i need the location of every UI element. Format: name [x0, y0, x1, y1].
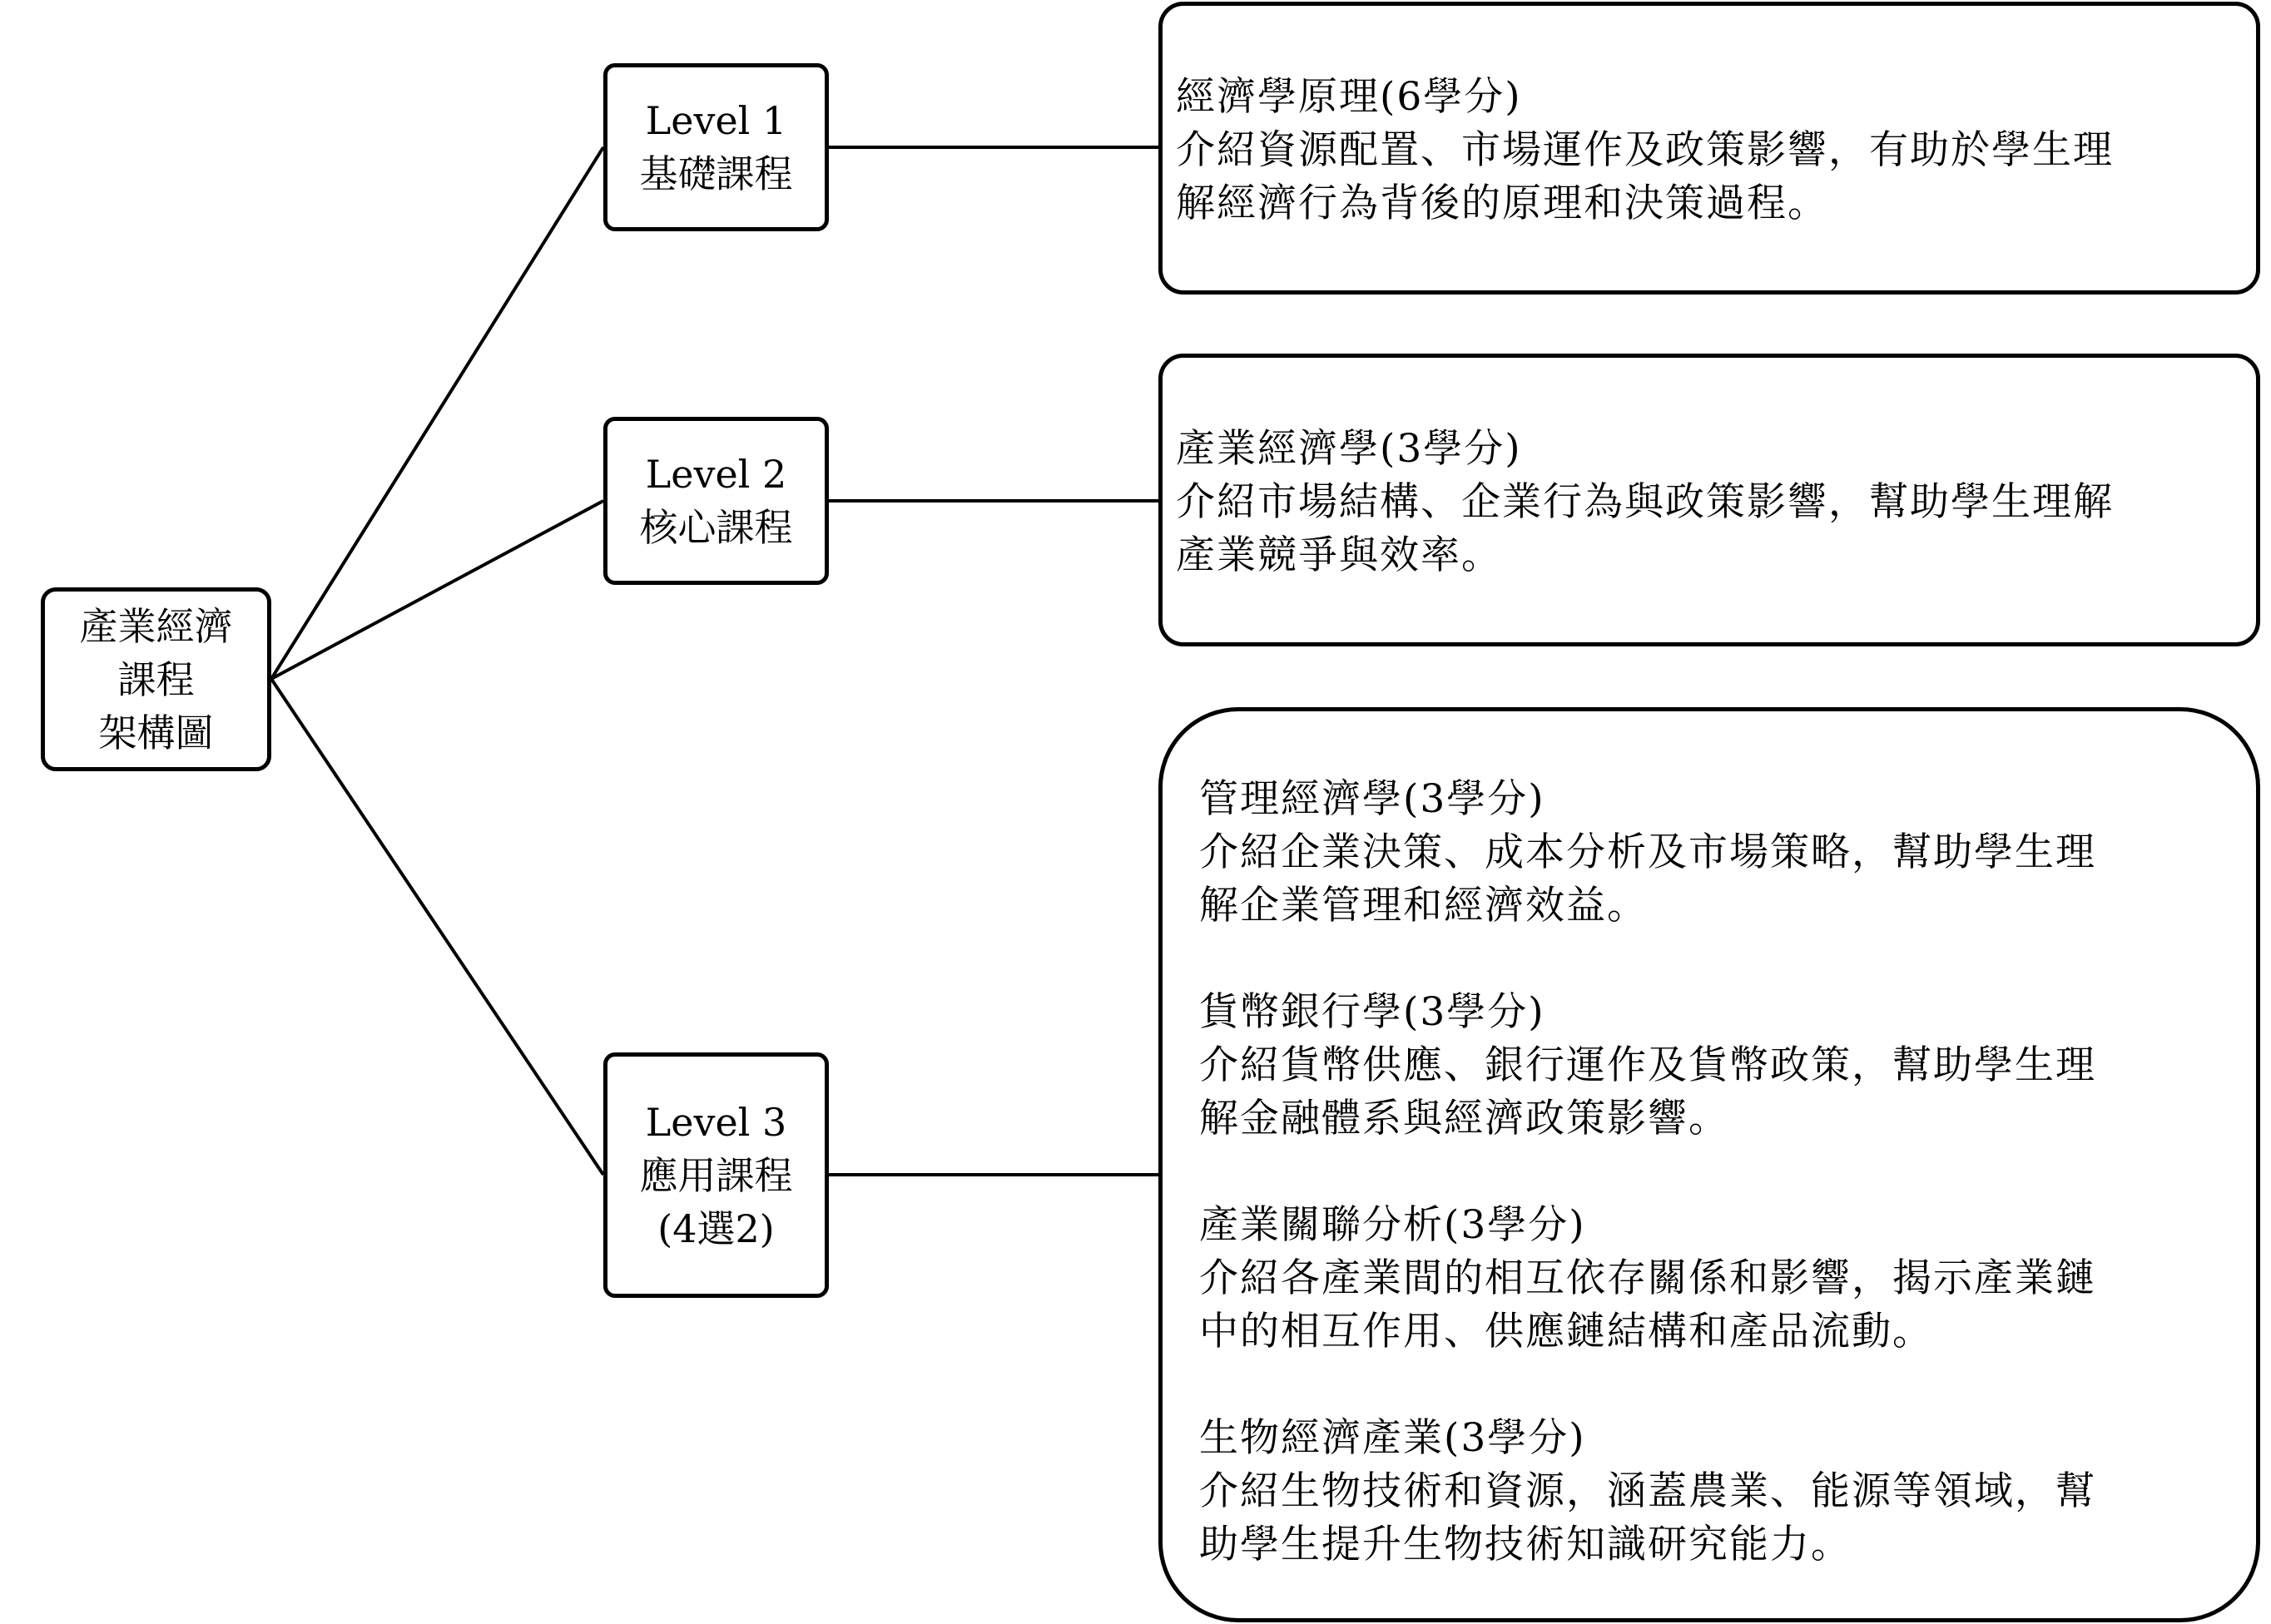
level-1-label: Level 1: [645, 98, 787, 143]
course-description-line: 介紹市場結構、企業行為與政策影響，幫助學生理解: [1176, 479, 2114, 525]
course-block: [1199, 1199, 2241, 1359]
root-node: [41, 587, 271, 771]
connector-root-level-3: [271, 679, 603, 1175]
level-2-label: Level 2: [645, 452, 787, 497]
level-2-description-box: [1158, 354, 2260, 646]
course-title: 管理經濟學(3學分): [1199, 776, 1545, 822]
course-block: [1199, 986, 2241, 1146]
course-title: 產業經濟學(3學分): [1176, 426, 1522, 472]
root-line-3: 架構圖: [98, 710, 214, 755]
course-description-line: 介紹生物技術和資源，涵蓋農業、能源等領域，幫: [1199, 1468, 2096, 1514]
course-title: 經濟學原理(6學分): [1176, 74, 1522, 120]
course-block: [1176, 423, 2241, 582]
course-block: [1199, 1412, 2241, 1572]
level-2-node: [603, 417, 829, 585]
level-1-description-box: [1158, 2, 2260, 295]
level-3-name: 應用課程: [639, 1152, 793, 1198]
connector-root-level-2: [271, 501, 603, 679]
course-description-line: 介紹企業決策、成本分析及市場策略，幫助學生理: [1199, 829, 2096, 875]
course-title: 產業關聯分析(3學分): [1199, 1202, 1586, 1248]
root-line-2: 課程: [117, 656, 195, 702]
course-description-line: 產業競爭與效率。: [1176, 532, 1502, 578]
level-1-name: 基礎課程: [639, 151, 793, 196]
course-title: 生物經濟產業(3學分): [1199, 1415, 1586, 1461]
level-3-description-box: [1158, 707, 2260, 1622]
level-3-label: Level 3: [645, 1099, 787, 1145]
course-block: [1199, 773, 2241, 933]
level-3-choice: (4選2): [657, 1206, 775, 1251]
level-1-node: [603, 63, 829, 231]
root-line-1: 產業經濟: [79, 603, 233, 649]
course-description-line: 助學生提升生物技術知識研究能力。: [1199, 1522, 1852, 1567]
level-2-name: 核心課程: [639, 505, 793, 550]
level-3-node: [603, 1052, 829, 1298]
course-description-line: 解經濟行為背後的原理和決策過程。: [1176, 181, 1828, 226]
course-description-line: 中的相互作用、供應鏈結構和產品流動。: [1199, 1309, 1933, 1354]
course-block: [1176, 71, 2241, 230]
connector-root-level-1: [271, 147, 603, 679]
course-description-line: 解企業管理和經濟效益。: [1199, 883, 1648, 928]
course-description-line: 解金融體系與經濟政策影響。: [1199, 1096, 1729, 1141]
course-description-line: 介紹資源配置、市場運作及政策影響，有助於學生理: [1176, 127, 2114, 173]
course-description-line: 介紹貨幣供應、銀行運作及貨幣政策，幫助學生理: [1199, 1042, 2096, 1088]
course-description-line: 介紹各產業間的相互依存關係和影響，揭示產業鏈: [1199, 1255, 2096, 1301]
course-title: 貨幣銀行學(3學分): [1199, 989, 1545, 1035]
